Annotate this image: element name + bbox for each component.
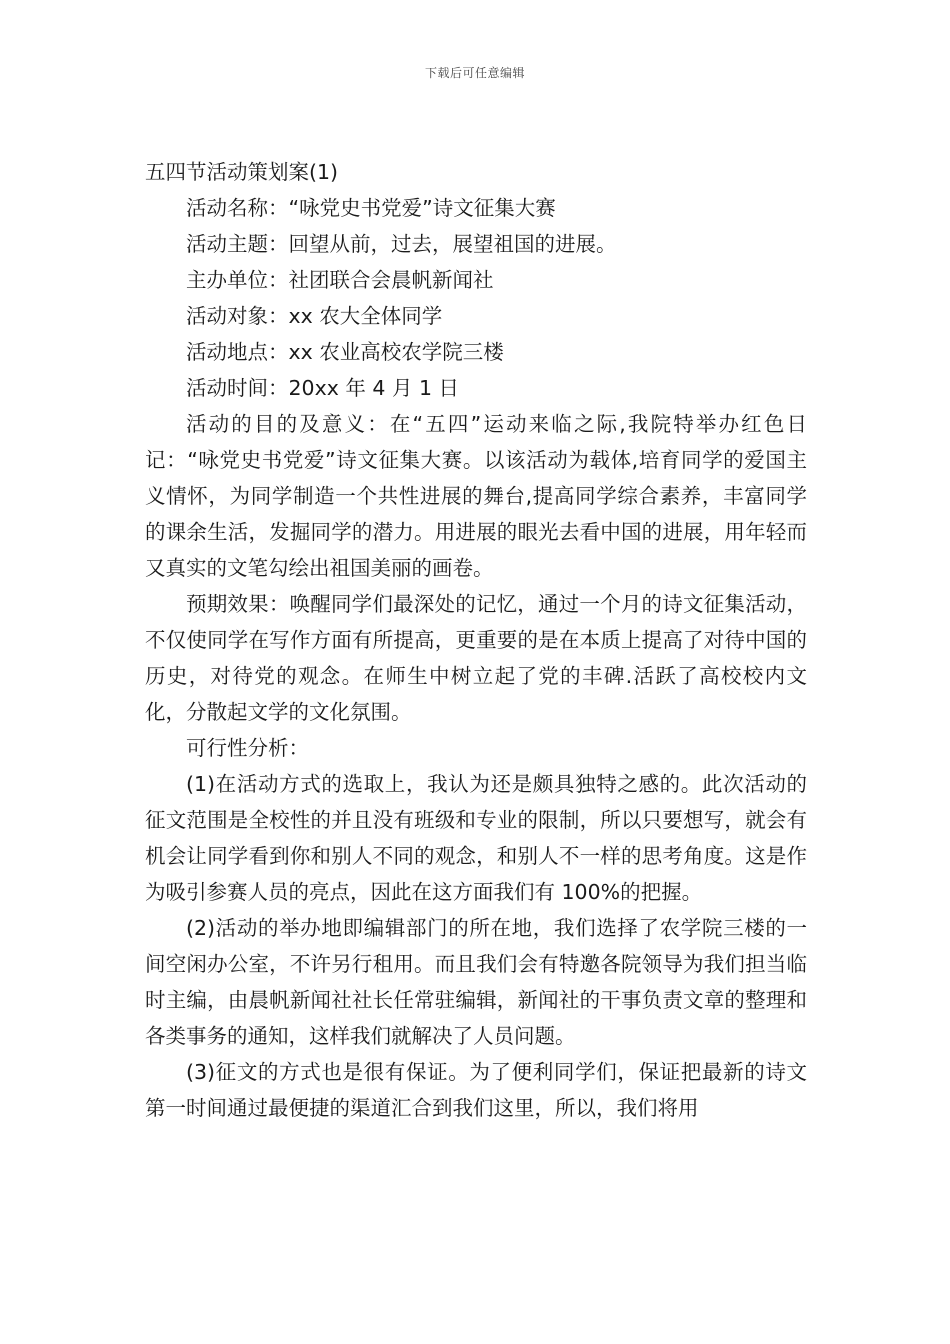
field-location: 活动地点：xx 农业高校农学院三楼 <box>186 340 504 364</box>
paragraph-purpose: 活动的目的及意义：在“五四”运动来临之际,我院特举办红色日记：“咏党史书党爱”诗文征集大赛。以该活动为载体,培育同学的爱国主义情怀，为同学制造一个共性进展的舞台,提高同学综合素养，丰富同学的课余生活，发掘同学的潜力。用进展的眼光去看中国的进展，用年轻而又真实的文笔勾绘出祖国美丽的画卷。 <box>145 412 807 580</box>
document-body <box>145 154 807 1126</box>
document-title: 五四节活动策划案(1) <box>145 160 339 184</box>
field-audience: 活动对象：xx 农大全体同学 <box>186 304 443 328</box>
page-header-note: 下载后可任意编辑 <box>424 66 525 80</box>
field-organizer: 主办单位：社团联合会晨帆新闻社 <box>186 268 494 292</box>
field-activity-name: 活动名称：“咏党史书党爱”诗文征集大赛 <box>186 196 556 220</box>
heading-feasibility: 可行性分析： <box>186 736 309 760</box>
field-activity-theme: 活动主题：回望从前，过去，展望祖国的进展。 <box>186 232 617 256</box>
field-time: 活动时间：20xx 年 4 月 1 日 <box>186 376 460 400</box>
paragraph-point-2: (2)活动的举办地即编辑部门的所在地，我们选择了农学院三楼的一间空闲办公室，不许另行租用。而且我们会有特邀各院领导为我们担当临时主编，由晨帆新闻社社长任常驻编辑，新闻社的干事负责文章的整理和各类事务的通知，这样我们就解决了人员问题。 <box>145 916 807 1048</box>
paragraph-expected-effect: 预期效果：唤醒同学们最深处的记忆，通过一个月的诗文征集活动，不仅使同学在写作方面有所提高，更重要的是在本质上提高了对待中国的历史，对待党的观念。在师生中树立起了党的丰碑.活跃了高校校内文化，分散起文学的文化氛围。 <box>145 592 807 724</box>
paragraph-point-1: (1)在活动方式的选取上，我认为还是颇具独特之感的。此次活动的征文范围是全校性的并且没有班级和专业的限制，所以只要想写，就会有机会让同学看到你和别人不同的观念，和别人不一样的思考角度。这是作为吸引参赛人员的亮点，因此在这方面我们有 100%的把握。 <box>145 772 807 904</box>
paragraph-point-3: (3)征文的方式也是很有保证。为了便利同学们，保证把最新的诗文第一时间通过最便捷的渠道汇合到我们这里，所以，我们将用 <box>145 1060 807 1120</box>
